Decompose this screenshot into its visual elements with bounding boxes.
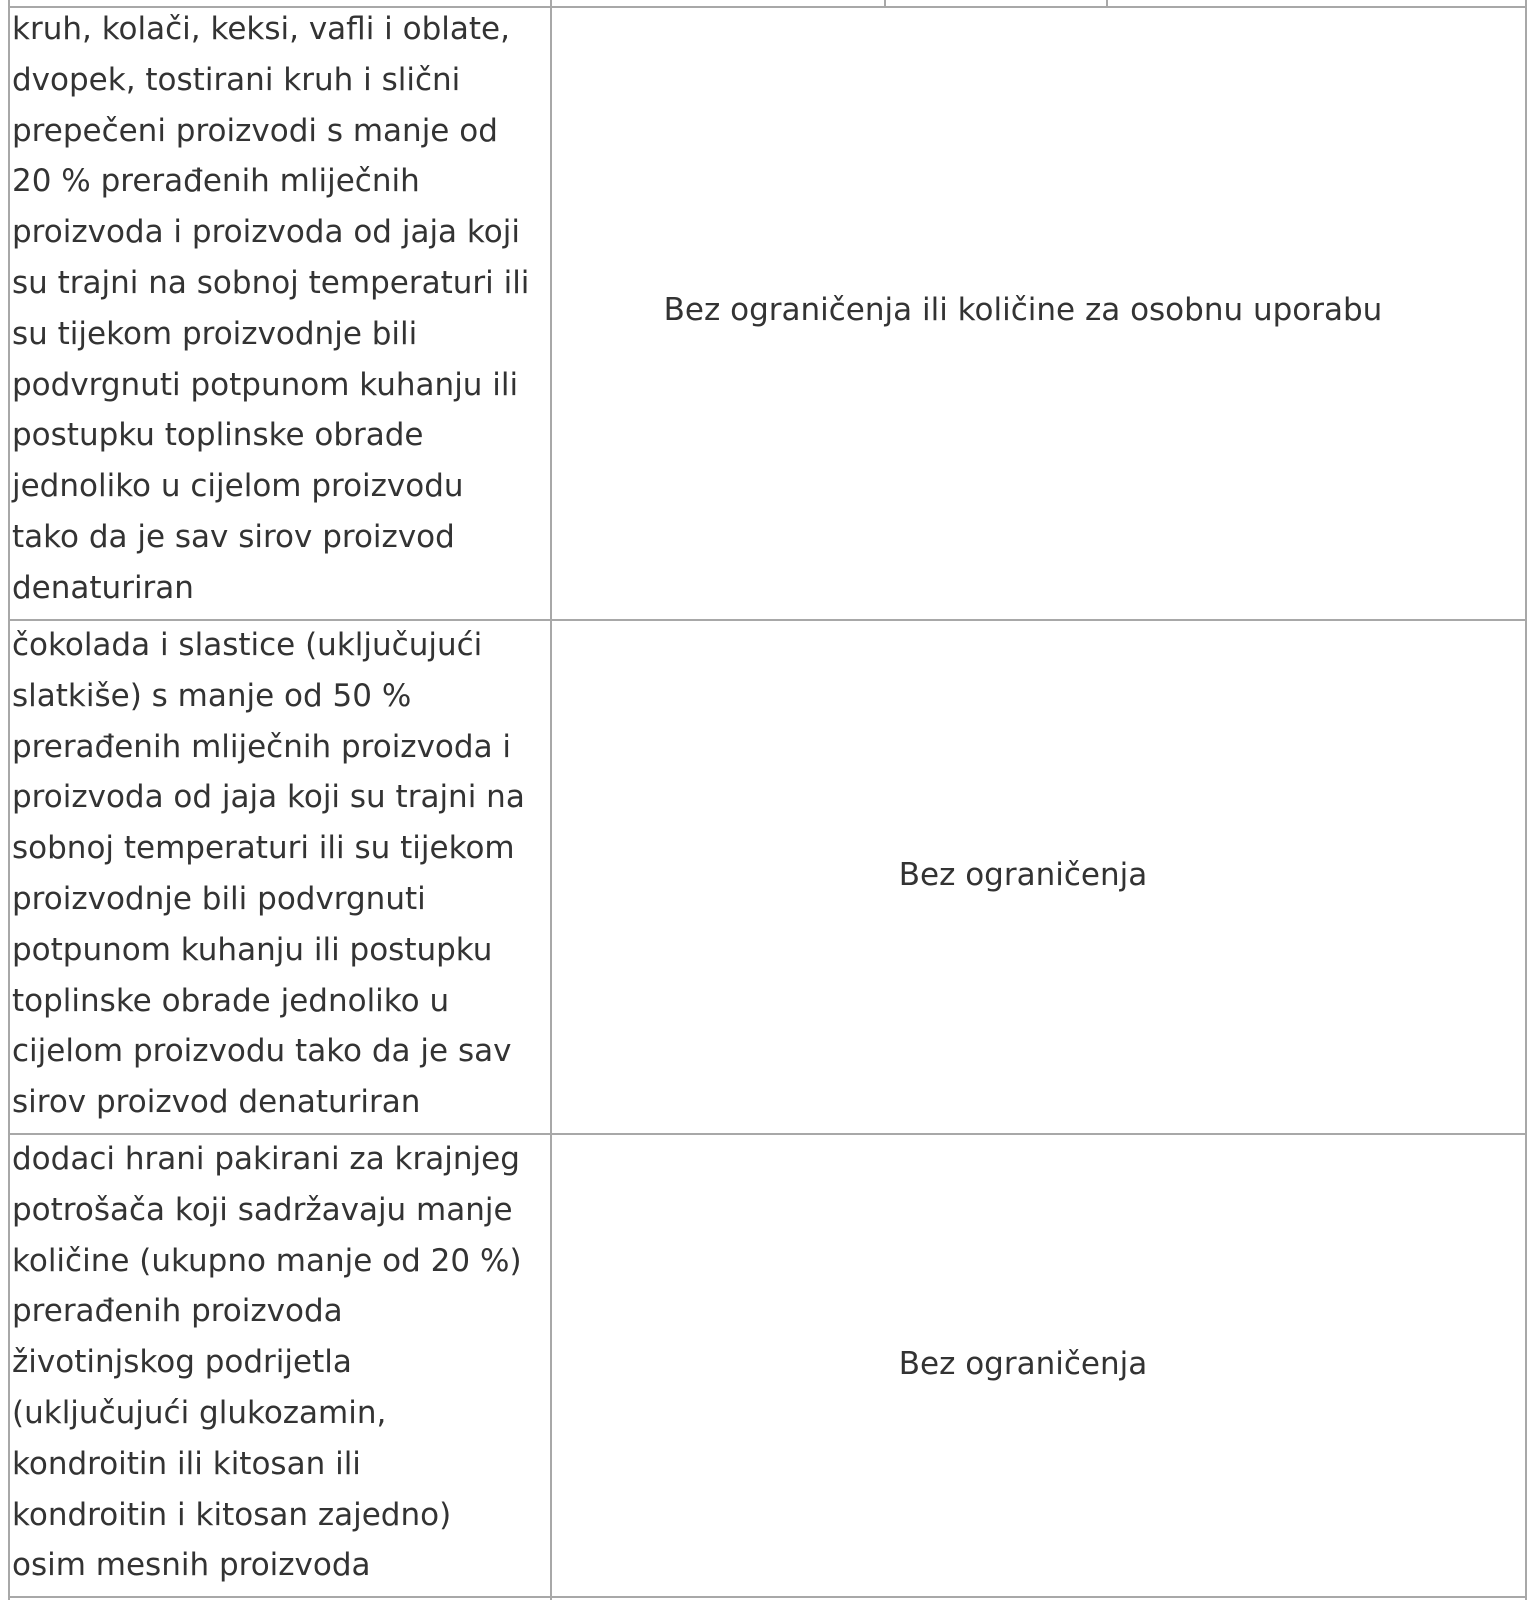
product-description-cell: kruh, kolači, keksi, vafli i oblate, dvopek, tostirani kruh i slični prepečeni proizvodi s manje od 20 % prerađenih mliječnih proizvoda i proizvoda od jaja koji su trajni na sobnoj temperaturi ili su tijekom proizvodnje bili podvrgnuti potpunom kuhanju ili postupku toplinske obrade jednoliko u cijelom proizvodu tako da je sav sirov proizvod denaturiran xyxy=(12,11,530,606)
table-border xyxy=(1525,0,1527,1600)
table-border xyxy=(8,0,10,1600)
quantity-limit-cell: Bez ograničenja xyxy=(898,1346,1148,1382)
product-description-cell: čokolada i slastice (uključujući slatkiše) s manje od 50 % prerađenih mliječnih proizvoda i proizvoda od jaja koji su trajni na sobnoj temperaturi ili su tijekom proizvodnje bili podvrgnuti potpunom kuhanju ili postupku toplinske obrade jednoliko u cijelom proizvodu tako da je sav sirov proizvod denaturiran xyxy=(12,627,525,1121)
product-description-cell: dodaci hrani pakirani za krajnjeg potrošača koji sadržavaju manje količine (ukupno manje od 20 %) prerađenih proizvoda životinjskog podrijetla (uključujući glukozamin, kondroitin ili kitosan ili kondroitin i kitosan zajedno) osim mesnih proizvoda xyxy=(12,1141,522,1584)
quantity-limit-cell: Bez ograničenja xyxy=(898,857,1148,893)
table-border xyxy=(8,1596,1527,1598)
quantity-limit-cell: Bez ograničenja ili količine za osobnu uporabu xyxy=(663,292,1383,328)
